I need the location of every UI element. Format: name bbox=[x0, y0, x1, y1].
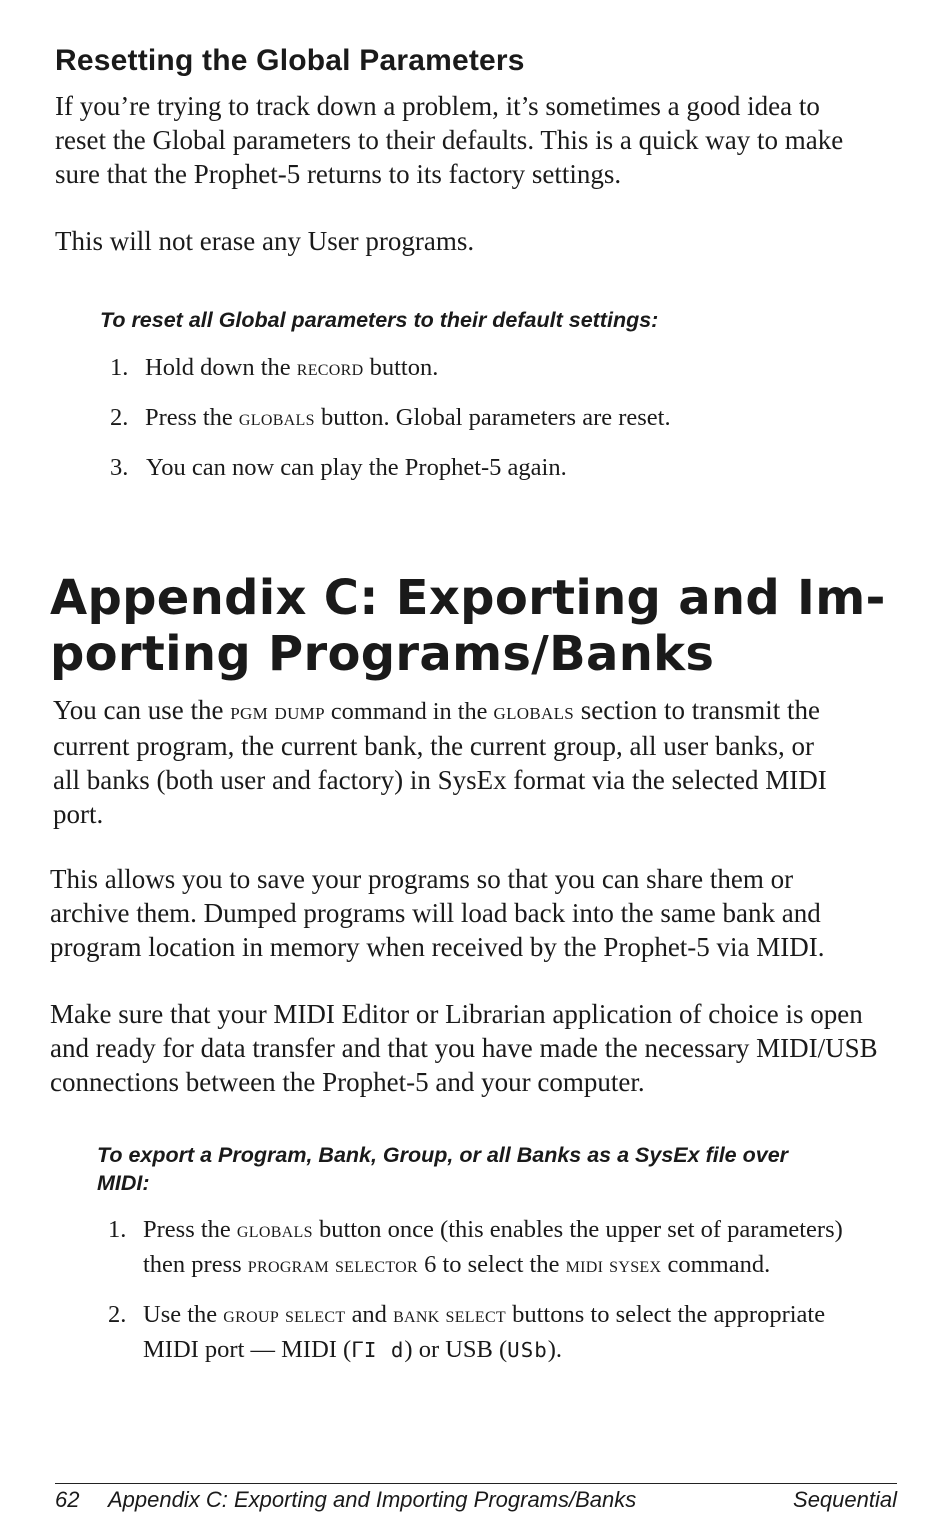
led-display-midi: ᒥ̄I d bbox=[351, 1338, 405, 1362]
export-procedure-title bbox=[97, 1141, 788, 1197]
intro-paragraph bbox=[55, 89, 843, 191]
command-name-midi-sysex: midi sysex bbox=[565, 1252, 662, 1277]
text-run: ) or USB ( bbox=[404, 1336, 508, 1363]
button-name-globals: globals bbox=[236, 1217, 313, 1242]
control-name-program-selector: program selector bbox=[247, 1252, 418, 1277]
step-line bbox=[143, 1212, 843, 1247]
procedure-title-line: MIDI: bbox=[97, 1171, 150, 1195]
footer-chapter-title: Appendix C: Exporting and Importing Programs/Banks bbox=[108, 1487, 637, 1512]
step-text: Hold down the bbox=[145, 354, 297, 381]
step-number: 2. bbox=[108, 1301, 127, 1328]
text-run: ). bbox=[547, 1336, 563, 1363]
text-run: and bbox=[345, 1301, 394, 1328]
step-text: button. Global parameters are reset. bbox=[314, 404, 671, 431]
section-heading: Resetting the Global Parameters bbox=[55, 44, 525, 77]
text-run: Use the bbox=[143, 1301, 224, 1328]
paragraph-line: Make sure that your MIDI Editor or Librarian application of choice is open bbox=[50, 999, 863, 1029]
footer-brand: Sequential bbox=[793, 1487, 897, 1512]
step-text: button. bbox=[363, 354, 439, 381]
button-name-globals: globals bbox=[238, 405, 315, 430]
step-line bbox=[143, 1297, 825, 1332]
step-number: 1. bbox=[110, 354, 129, 381]
step-text: You can now can play the Prophet-5 again. bbox=[146, 454, 567, 481]
step-line bbox=[143, 1247, 843, 1282]
paragraph-line bbox=[53, 693, 827, 729]
procedure-title: To reset all Global parameters to their default settings: bbox=[100, 308, 659, 332]
text-run: You can use the bbox=[53, 695, 231, 725]
footer-divider bbox=[55, 1483, 897, 1484]
led-display-usb: USb bbox=[507, 1338, 548, 1362]
step-line bbox=[143, 1332, 825, 1368]
step-text bbox=[143, 1297, 825, 1368]
text-run: section to transmit the bbox=[574, 695, 820, 725]
paragraph-line: sure that the Prophet-5 returns to its factory settings. bbox=[55, 159, 622, 189]
appendix-title-line: porting Programs/Banks bbox=[50, 626, 715, 682]
text-run: command in the bbox=[324, 698, 494, 725]
appendix-title bbox=[50, 570, 886, 682]
text-run: MIDI port — MIDI ( bbox=[143, 1336, 352, 1363]
step-number: 3. bbox=[110, 454, 129, 481]
text-run: 6 to select the bbox=[417, 1251, 566, 1278]
step-number: 1. bbox=[108, 1216, 127, 1243]
text-run: button once (this enables the upper set of parameters) bbox=[312, 1216, 843, 1243]
paragraph-line: program location in memory when received by the Prophet-5 via MIDI. bbox=[50, 932, 825, 962]
procedure-title-line: To export a Program, Bank, Group, or all Banks as a SysEx file over bbox=[97, 1143, 789, 1167]
paragraph-line: reset the Global parameters to their defaults. This is a quick way to make bbox=[55, 125, 844, 155]
paragraph-line: connections between the Prophet-5 and your computer. bbox=[50, 1067, 645, 1097]
text-run: Press the bbox=[143, 1216, 237, 1243]
text-run: buttons to select the appropriate bbox=[506, 1301, 826, 1328]
paragraph-line: current program, the current bank, the current group, all user banks, or bbox=[53, 731, 814, 761]
button-name-group-select: group select bbox=[223, 1302, 346, 1327]
paragraph-line: This allows you to save your programs so that you can share them or bbox=[50, 864, 794, 894]
appendix-paragraph-2 bbox=[50, 862, 825, 964]
page-number: 62 bbox=[55, 1487, 80, 1512]
paragraph-line: and ready for data transfer and that you have made the necessary MIDI/USB bbox=[50, 1033, 878, 1063]
step-text bbox=[143, 1212, 843, 1282]
note-paragraph: This will not erase any User programs. bbox=[55, 226, 475, 256]
paragraph-line: all banks (both user and factory) in SysEx format via the selected MIDI bbox=[53, 765, 827, 795]
step-text: Press the bbox=[145, 404, 239, 431]
appendix-paragraph-3 bbox=[50, 997, 878, 1099]
text-run: then press bbox=[143, 1251, 248, 1278]
paragraph-line: port. bbox=[53, 799, 104, 829]
step-number: 2. bbox=[110, 404, 129, 431]
paragraph-line: If you’re trying to track down a problem, it’s sometimes a good idea to bbox=[55, 91, 820, 121]
button-name-record: record bbox=[296, 355, 364, 380]
section-name-globals: globals bbox=[493, 698, 575, 725]
command-name-pgm-dump: pgm dump bbox=[230, 698, 325, 725]
text-run: command. bbox=[661, 1251, 771, 1278]
appendix-title-line: Appendix C: Exporting and Im- bbox=[50, 570, 886, 626]
paragraph-line: archive them. Dumped programs will load back into the same bank and bbox=[50, 898, 821, 928]
button-name-bank-select: bank select bbox=[393, 1302, 506, 1327]
appendix-paragraph-1 bbox=[53, 693, 827, 831]
